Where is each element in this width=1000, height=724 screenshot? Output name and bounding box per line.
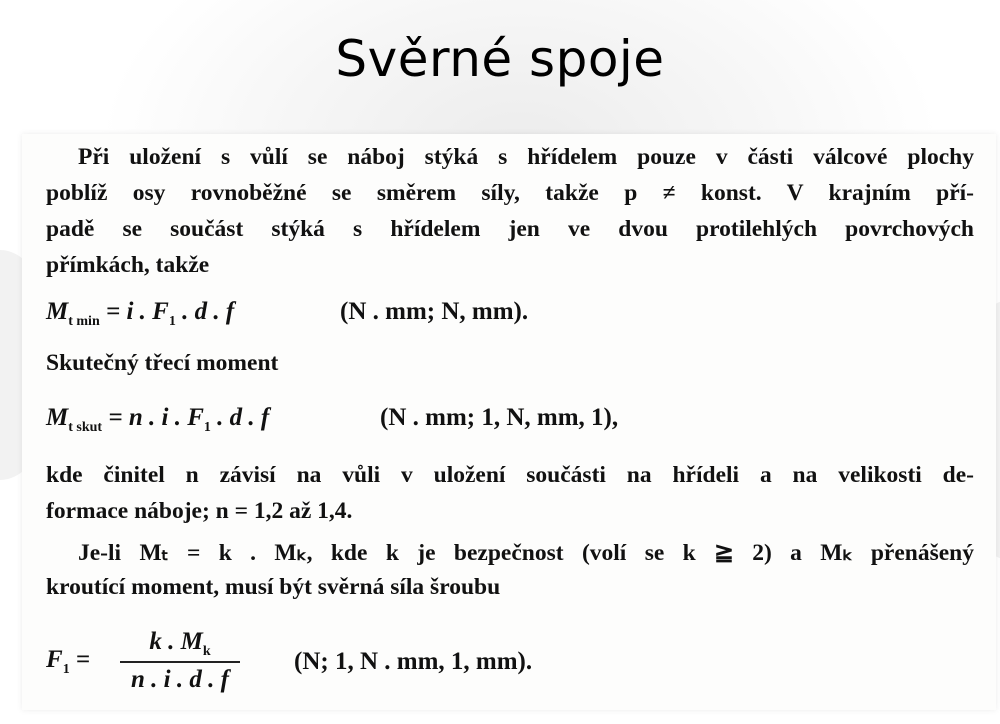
text-line-10: Je-li Mₜ = k . Mₖ, kde k je bezpečnost (volí se k ≧ 2) a Mₖ přenášený: [78, 540, 974, 566]
formula-2-lhs-subscript: t skut: [68, 420, 103, 435]
formula-torque-actual: [46, 404, 269, 436]
formula-2-lhs: M: [46, 404, 69, 431]
formula-2-rhs-tail: . d . f: [210, 404, 270, 431]
text-line-2: poblíž osy rovnoběžné se směrem síly, takže p ≠ konst. V krajním pří-: [46, 180, 974, 206]
formula-1-units: (N . mm; N, mm).: [340, 298, 529, 325]
text-line-6: Skutečný třecí moment: [46, 350, 279, 376]
formula-1-rhs: = i . F: [105, 298, 169, 325]
formula-1-lhs-subscript: t min: [68, 314, 100, 329]
formula-torque-min: [46, 298, 234, 330]
formula-1-rhs-tail: . d . f: [175, 298, 235, 325]
text-line-11: kroutící moment, musí být svěrná síla šroubu: [46, 574, 501, 600]
formula-3-denominator: n . i . d . f: [131, 666, 229, 693]
formula-3-numerator-subscript: k: [202, 644, 211, 659]
text-line-4: přímkách, takže: [46, 252, 210, 278]
slide-title: Svěrné spoje: [335, 30, 665, 88]
fraction-bar: [120, 661, 240, 663]
scanned-text-image: [22, 134, 996, 710]
text-line-1: Při uložení s vůlí se náboj stýká s hřídelem pouze v části válcové plochy: [78, 144, 974, 170]
formula-3-lhs-subscript: 1: [62, 662, 70, 677]
formula-2-rhs-subscript: 1: [203, 420, 211, 435]
formula-clamp-force: [46, 646, 90, 678]
formula-2-units: (N . mm; 1, N, mm, 1),: [380, 404, 619, 431]
formula-1-lhs: M: [46, 298, 69, 325]
text-line-8: kde činitel n závisí na vůli v uložení součásti na hřídeli a na velikosti de-: [46, 462, 974, 488]
text-line-3: padě se součást stýká s hřídelem jen ve dvou protilehlých povrchových: [46, 216, 974, 242]
text-line-9: formace náboje; n = 1,2 až 1,4.: [46, 498, 353, 524]
formula-3-equals: =: [75, 646, 91, 673]
formula-3-numerator: [120, 628, 240, 660]
formula-3-units: (N; 1, N . mm, 1, mm).: [294, 648, 533, 675]
formula-3-numerator-text: k . M: [149, 628, 203, 655]
formula-1-rhs-subscript: 1: [168, 314, 176, 329]
formula-3-lhs: F: [46, 646, 63, 673]
formula-2-rhs: = n . i . F: [108, 404, 204, 431]
